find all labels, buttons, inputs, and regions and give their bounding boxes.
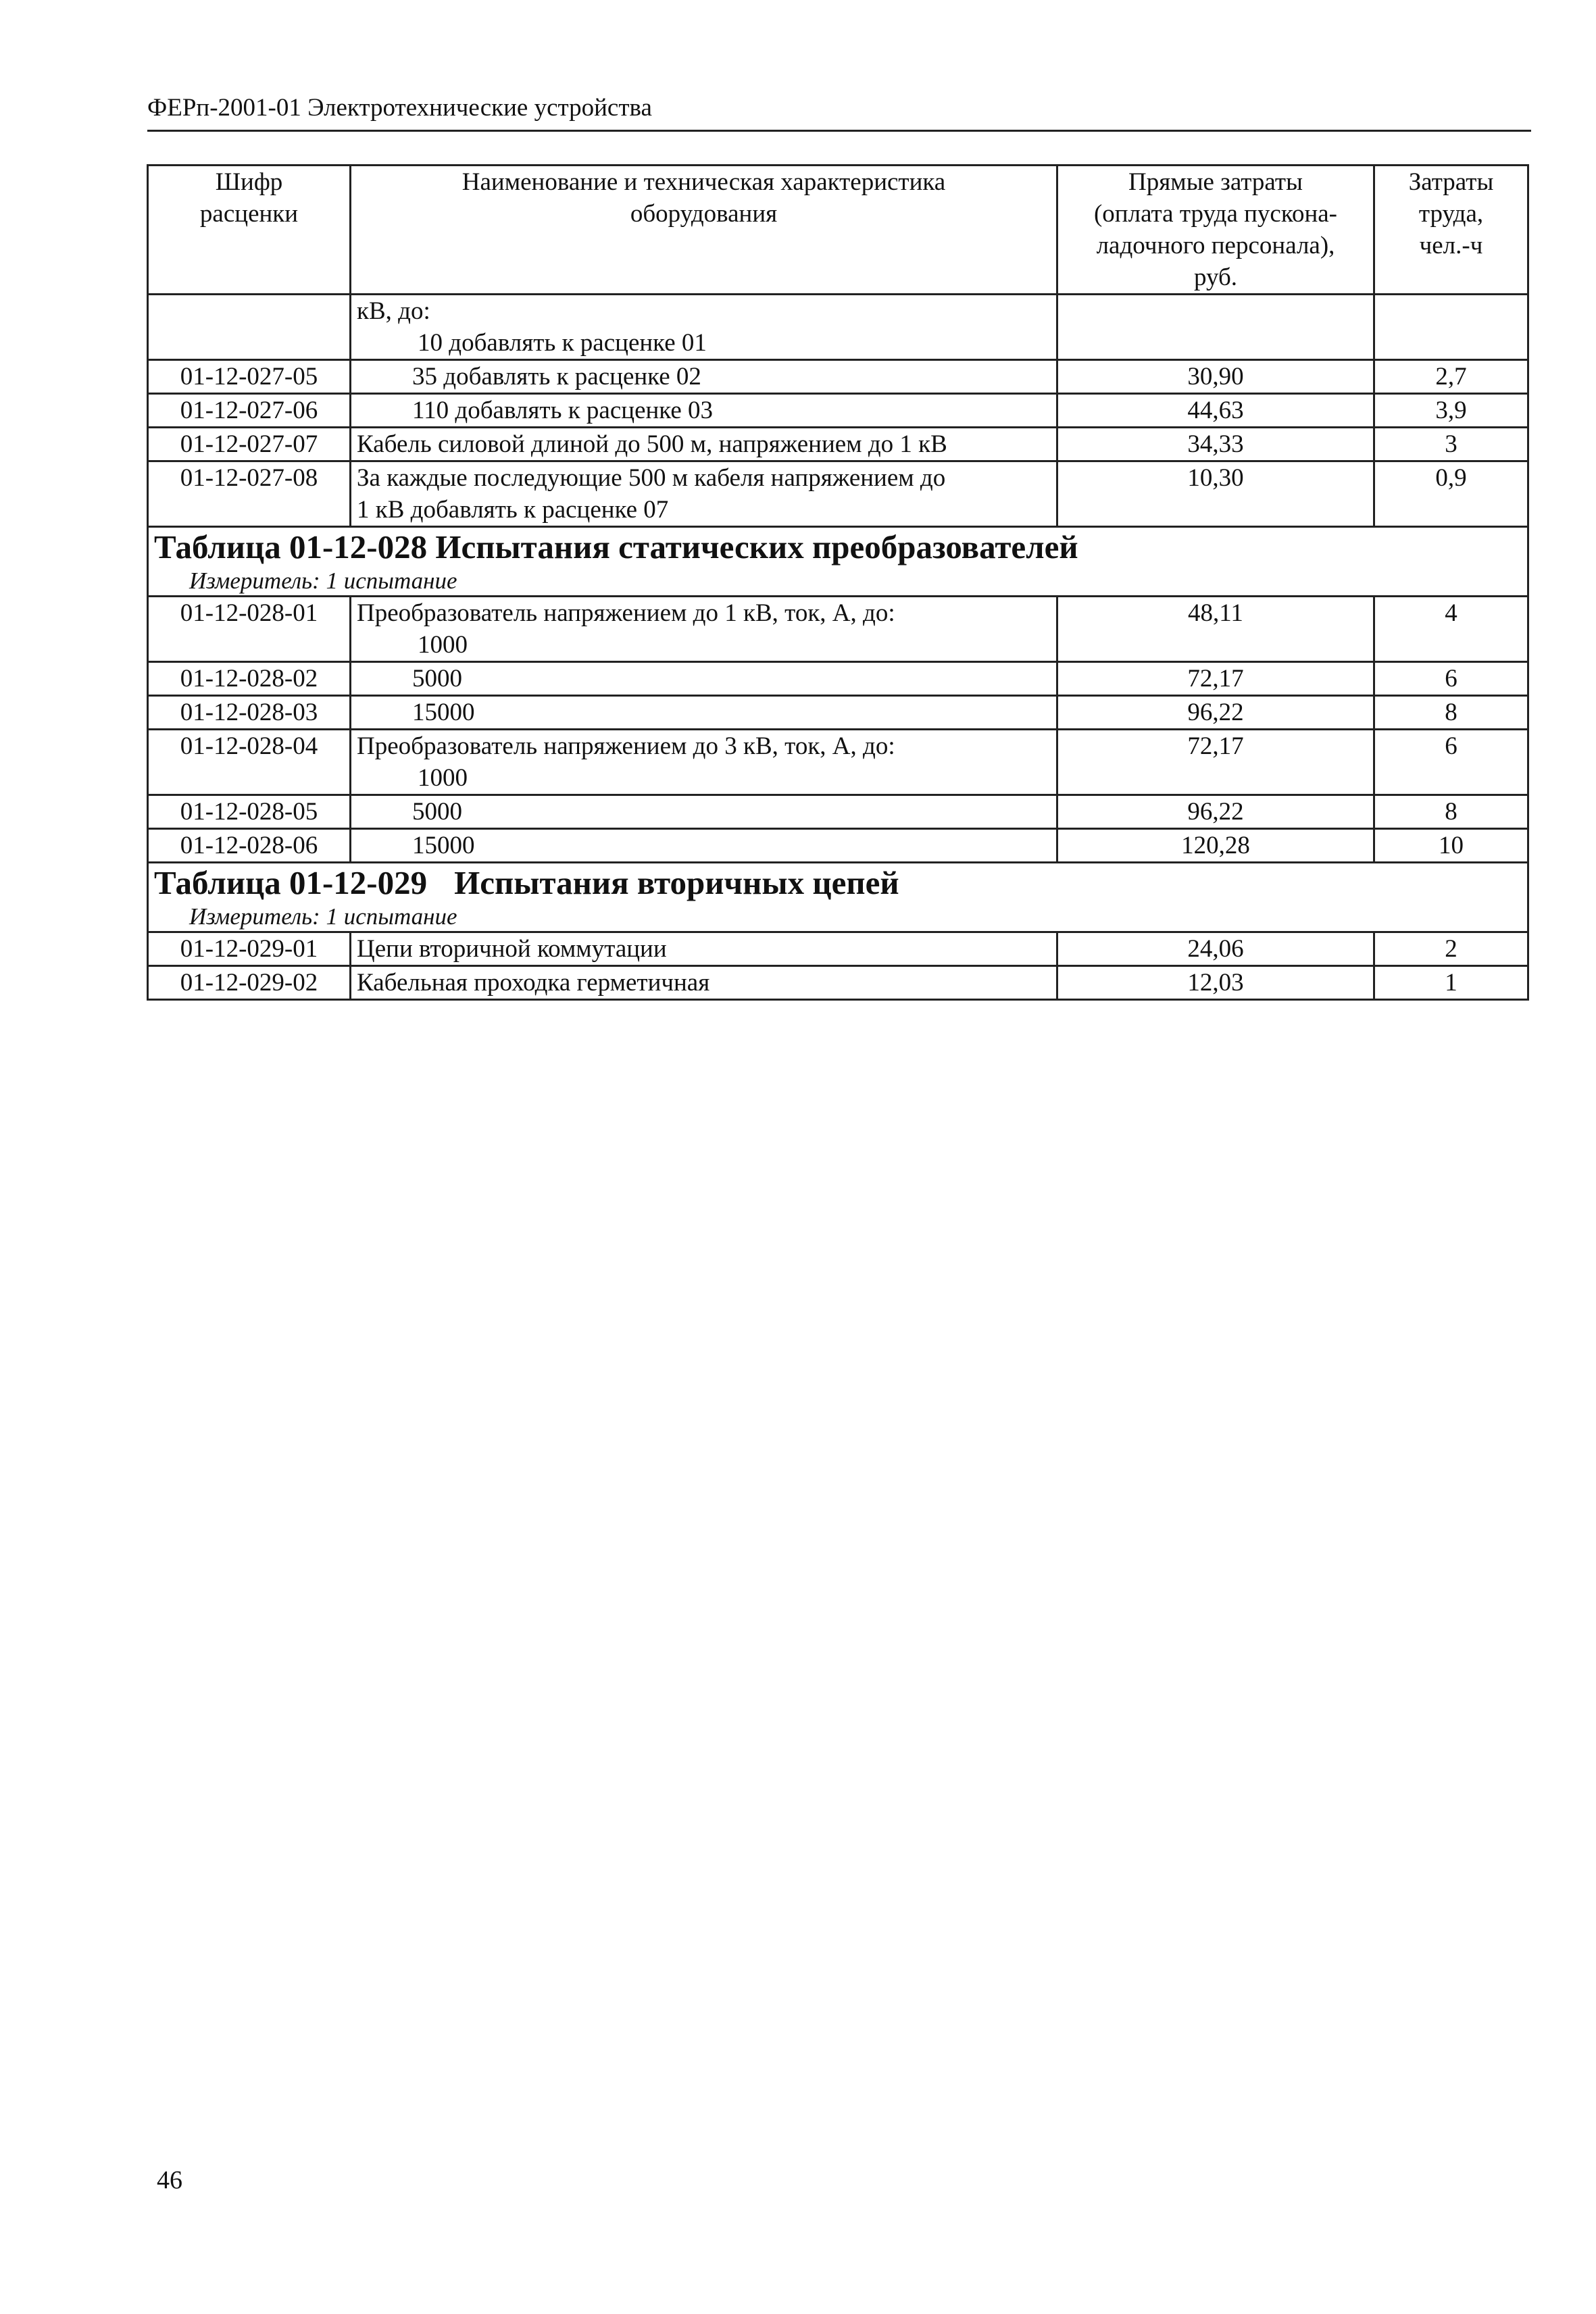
table-row: 01-12-027-05 35 добавлять к расценке 02 30,90 2,7	[148, 360, 1528, 394]
table-row: 01-12-028-03 15000 96,22 8	[148, 696, 1528, 730]
table-row: 01-12-027-08 За каждые последующие 500 м кабеля напряжением до 1 кВ добавлять к расценке 07 10,30 0,9	[148, 461, 1528, 527]
table-029-title: Таблица 01-12-029 Испытания вторичных цепей	[154, 864, 899, 901]
col-header-cost: Прямые затраты (оплата труда пускона- ладочного персонала), руб.	[1057, 166, 1374, 295]
table-row: 01-12-028-06 15000 120,28 10	[148, 829, 1528, 863]
table-row: 01-12-028-05 5000 96,22 8	[148, 795, 1528, 829]
table-row: 01-12-028-04 Преобразователь напряжением до 3 кВ, ток, А, до: 1000 72,17 6	[148, 730, 1528, 795]
table-row: 01-12-028-01 Преобразователь напряжением до 1 кВ, ток, А, до: 1000 48,11 4	[148, 597, 1528, 662]
table-row: 01-12-027-07 Кабель силовой длиной до 500 м, напряжением до 1 кВ 34,33 3	[148, 428, 1528, 461]
page-number: 46	[157, 2166, 182, 2194]
table-row: 01-12-029-02 Кабельная проходка герметичная 12,03 1	[148, 966, 1528, 1000]
col-header-name: Наименование и техническая характеристика оборудования	[351, 166, 1057, 295]
table-header-row	[148, 166, 1528, 295]
table-row: 01-12-027-06 110 добавлять к расценке 03 44,63 3,9	[148, 394, 1528, 428]
running-header: ФЕРп-2001-01 Электротехнические устройства	[147, 93, 1531, 132]
row-name: кВ, до: 10 добавлять к расценке 01	[351, 295, 1057, 360]
table-028-title-row	[148, 527, 1528, 597]
table-028-measure: Измеритель: 1 испытание	[189, 568, 457, 594]
table-028-title: Таблица 01-12-028 Испытания статических преобразователей	[154, 528, 1078, 565]
price-table	[147, 164, 1529, 1001]
table-row	[148, 295, 1528, 360]
col-header-code: Шифр расценки	[148, 166, 351, 295]
table-029-measure: Измеритель: 1 испытание	[189, 903, 457, 930]
col-header-labor: Затраты труда, чел.-ч	[1374, 166, 1528, 295]
table-row: 01-12-029-01 Цепи вторичной коммутации 24,06 2	[148, 932, 1528, 966]
table-row: 01-12-028-02 5000 72,17 6	[148, 662, 1528, 696]
table-029-title-row	[148, 863, 1528, 932]
